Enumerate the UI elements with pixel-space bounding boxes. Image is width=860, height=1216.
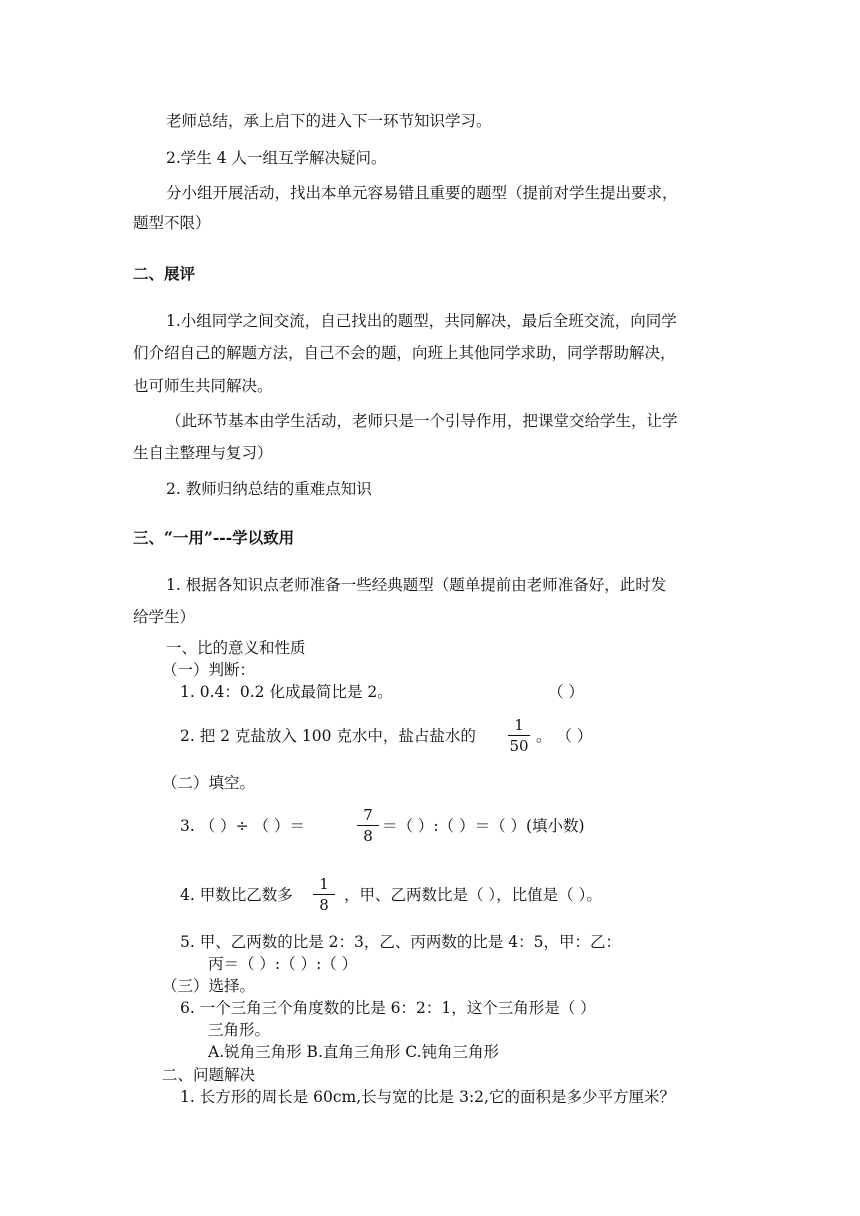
- text-line: 2.学生 4 人一组互学解决疑问。: [166, 149, 387, 167]
- question-line: ＝（ ）:（ ）＝（ ）(填小数): [382, 817, 585, 835]
- question-line: 5. 甲、乙两数的比是 2：3，乙、丙两数的比是 4：5，甲：乙：: [180, 933, 622, 951]
- subsection-heading: （一）判断：: [162, 661, 256, 679]
- fraction-bar: [357, 825, 379, 826]
- text-line: 1. 根据各知识点老师准备一些经典题型（题单提前由老师准备好，此时发: [166, 576, 667, 594]
- question-line: 2. 把 2 克盐放入 100 克水中，盐占盐水的: [180, 727, 476, 745]
- fraction: [508, 716, 530, 755]
- question-line: 1. 长方形的周长是 60cm,长与宽的比是 3:2,它的面积是多少平方厘米？: [180, 1088, 675, 1106]
- fraction-denominator: 50: [509, 737, 529, 755]
- question-line: ，甲、乙两数比是（ ），比值是（ ）。: [344, 886, 602, 904]
- fraction-denominator: 8: [319, 896, 329, 914]
- question-line: 三角形。: [208, 1021, 271, 1039]
- text-line: 生自主整理与复习）: [133, 444, 273, 462]
- subsection-heading: （三）选择。: [162, 977, 256, 995]
- question-line: 6. 一个三角三个角度数的比是 6：2：1，这个三角形是（ ）: [180, 999, 596, 1017]
- text-line: 们介绍自己的解题方法，自己不会的题，向班上其他同学求助，同学帮助解决，: [133, 344, 676, 362]
- question-line: 4. 甲数比乙数多: [180, 886, 293, 904]
- question-line: 1. 0.4：0.2 化成最简比是 2。: [180, 683, 393, 701]
- question-line: 丙＝（ ）:（ ）:（ ）: [208, 955, 358, 973]
- fraction-bar: [508, 735, 530, 736]
- text-line: （此环节基本由学生活动，老师只是一个引导作用，把课堂交给学生，让学: [166, 412, 678, 430]
- text-line: 分小组开展活动，找出本单元容易错且重要的题型（提前对学生提出要求，: [166, 184, 678, 202]
- fraction-numerator: 1: [514, 716, 524, 734]
- fraction-bar: [313, 894, 335, 895]
- text-line: 老师总结，承上启下的进入下一环节知识学习。: [166, 112, 492, 130]
- fraction-denominator: 8: [363, 827, 373, 845]
- text-line: 题型不限）: [133, 214, 211, 232]
- answer-options: A.锐角三角形 B.直角三角形 C.钝角三角形: [208, 1043, 500, 1061]
- text-line: 1.小组同学之间交流，自己找出的题型，共同解决，最后全班交流，向同学: [166, 312, 677, 330]
- subsection-heading: 一、比的意义和性质: [166, 639, 306, 657]
- text-line: 给学生）: [133, 608, 196, 626]
- text-line: 也可师生共同解决。: [133, 377, 273, 395]
- fraction-numerator: 7: [363, 806, 373, 824]
- section-heading: 三、“一用”---学以致用: [133, 528, 295, 547]
- subsection-heading: 二、问题解决: [162, 1066, 256, 1084]
- answer-parentheses: 。 （ ）: [536, 727, 593, 745]
- fraction: [357, 806, 379, 845]
- section-heading: 二、展评: [133, 264, 196, 283]
- fraction-numerator: 1: [319, 875, 329, 893]
- subsection-heading: （二）填空。: [162, 774, 256, 792]
- question-line: 3. （ ）÷ （ ）＝: [180, 817, 305, 835]
- fraction: [313, 875, 335, 914]
- answer-parentheses: （ ）: [548, 683, 584, 701]
- text-line: 2. 教师归纳总结的重难点知识: [166, 480, 372, 498]
